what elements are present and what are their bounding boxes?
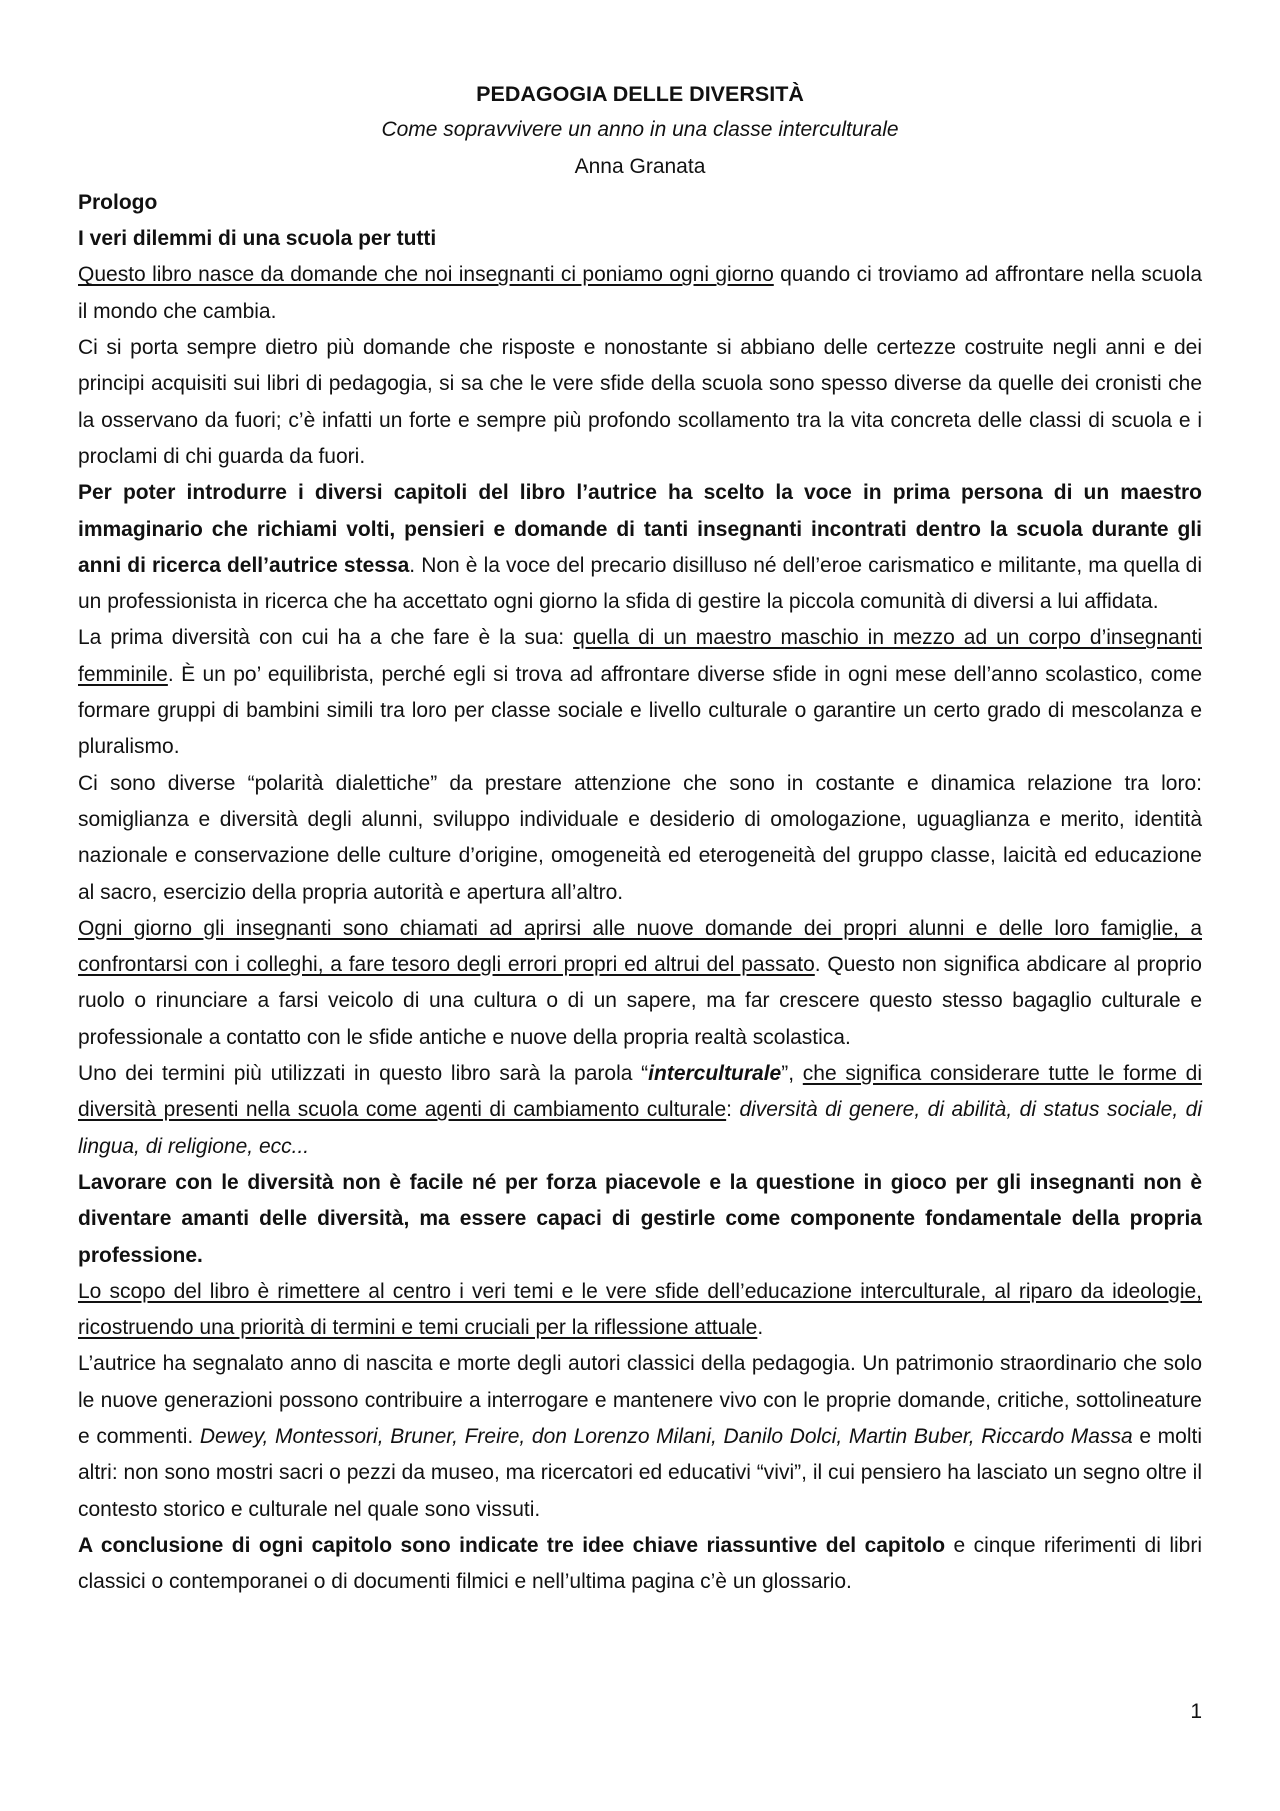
paragraph-text: e cinque riferimenti di libri classici o contemporanei o di documenti filmici e nell’ultima pagina c’è un glossario. — [78, 1533, 1202, 1594]
paragraph-5: Ci sono diverse “polarità dialettiche” da prestare attenzione che sono in costante e dinamica relazione tra loro: somiglianza e diversità degli alunni, sviluppo individuale e desiderio di omologazione, uguaglianza e merito, identità nazionale e conservazione delle culture d’origine, omogeneità ed eterogeneità del gruppo classe, laicità ed educazione al sacro, esercizio della propria autorità e apertura all’altro. — [78, 771, 1202, 904]
paragraph-11 — [78, 1528, 1202, 1601]
paragraph-6 — [78, 911, 1202, 1056]
paragraph-text: . È un po’ equilibrista, perché egli si trova ad affrontare diverse sfide in ogni mese dell’anno scolastico, come formare gruppi di bambini simili tra loro per classe sociale e livello culturale o garantire un certo grado di mescolanza e pluralismo. — [78, 662, 1202, 759]
paragraph-1 — [78, 257, 1202, 330]
paragraph-3 — [78, 475, 1202, 620]
paragraph-10 — [78, 1346, 1202, 1527]
bold-text: Per poter introdurre i diversi capitoli del libro l’autrice ha scelto la voce in prima persona di un maestro immaginario che richiami volti, pensieri e domande di tanti insegnanti incontrati dentro la scuola durante gli anni di ricerca dell’autrice stessa — [78, 481, 1202, 577]
document-subtitle: Come sopravvivere un anno in una classe interculturale — [381, 118, 899, 142]
paragraph-text: . — [757, 1316, 764, 1340]
underlined-text: che significa considerare tutte le forme di diversità presenti nella scuola come agenti di cambiamento culturale — [78, 1062, 1202, 1122]
document-author: Anna Granata — [574, 154, 706, 178]
section-heading: Prologo — [78, 190, 158, 214]
underlined-text: Questo libro nasce da domande che noi insegnanti ci poniamo ogni giorno — [78, 263, 774, 287]
underlined-text: quella di un maestro maschio in mezzo ad un corpo d’insegnanti femminile — [78, 626, 1202, 686]
paragraph-4 — [78, 620, 1202, 765]
paragraph-8: Lavorare con le diversità non è facile né per forza piacevole e la questione in gioco per gli insegnanti non è diventare amanti delle diversità, ma essere capaci di gestirle come componente fondamentale della propria professione. — [78, 1170, 1202, 1267]
section-subheading: I veri dilemmi di una scuola per tutti — [78, 227, 437, 251]
paragraph-text: e molti altri: non sono mostri sacri o pezzi da museo, ma ricercatori ed educativi “vivi”, il cui pensiero ha lasciato un segno oltre il contesto storico e culturale nel quale sono vissuti. — [78, 1424, 1203, 1521]
paragraph-text: : — [726, 1098, 740, 1122]
paragraph-text: Uno dei termini più utilizzati in questo libro sarà la parola “ — [78, 1062, 649, 1086]
italic-text: diversità di genere, di abilità, di status sociale, di lingua, di religione, ecc... — [78, 1098, 1202, 1158]
paragraph-7 — [78, 1056, 1202, 1165]
document-title: PEDAGOGIA DELLE DIVERSITÀ — [476, 82, 804, 106]
paragraph-text: quando ci troviamo ad affrontare nella scuola il mondo che cambia. — [78, 263, 1202, 323]
paragraph-text: ”, — [781, 1062, 803, 1086]
bold-italic-term: interculturale — [648, 1062, 782, 1086]
underlined-text: Ogni giorno gli insegnanti sono chiamati ad aprirsi alle nuove domande dei propri alunni e delle loro famiglie, a confrontarsi con i colleghi, a fare tesoro degli errori propri ed altrui del passato — [78, 916, 1202, 977]
page-number: 1 — [1190, 1700, 1202, 1723]
underlined-text: Lo scopo del libro è rimettere al centro i veri temi e le vere sfide dell’educazione interculturale, al riparo da ideologie, ricostruendo una priorità di termini e temi cruciali per la riflessione attuale — [78, 1279, 1202, 1340]
paragraph-text: . Non è la voce del precario disilluso né dell’eroe carismatico e militante, ma quella di un professionista in ricerca che ha accettato ogni giorno la sfida di gestire la piccola comunità di diversi a lui affidata. — [78, 553, 1202, 614]
paragraph-9 — [78, 1274, 1202, 1347]
paragraph-2: Ci si porta sempre dietro più domande che risposte e nonostante si abbiano delle certezze costruite negli anni e dei principi acquisiti sui libri di pedagogia, si sa che le vere sfide della scuola sono spesso diverse da quelle dei cronisti che la osservano da fuori; c’è infatti un forte e sempre più profondo scollamento tra la vita concreta delle classi di scuola e i proclami di chi guarda da fuori. — [78, 336, 1202, 468]
bold-text: A conclusione di ogni capitolo sono indicate tre idee chiave riassuntive del capitolo — [78, 1533, 946, 1557]
italic-text: Dewey, Montessori, Bruner, Freire, don Lorenzo Milani, Danilo Dolci, Martin Buber, Riccardo Massa — [199, 1424, 1133, 1448]
paragraph-text: La prima diversità con cui ha a che fare è la sua: — [78, 626, 574, 650]
paragraph-text: L’autrice ha segnalato anno di nascita e morte degli autori classici della pedagogia. Un patrimonio straordinario che solo le nuove generazioni possono contribuire a interrogare e mantenere vivo con le proprie domande, critiche, sottolineature e commenti. — [78, 1352, 1202, 1448]
paragraph-text: . Questo non significa abdicare al proprio ruolo o rinunciare a farsi veicolo di una cultura o di un sapere, ma far crescere questo stesso bagaglio culturale e professionale a contatto con le sfide antiche e nuove della propria realtà scolastica. — [78, 953, 1202, 1049]
